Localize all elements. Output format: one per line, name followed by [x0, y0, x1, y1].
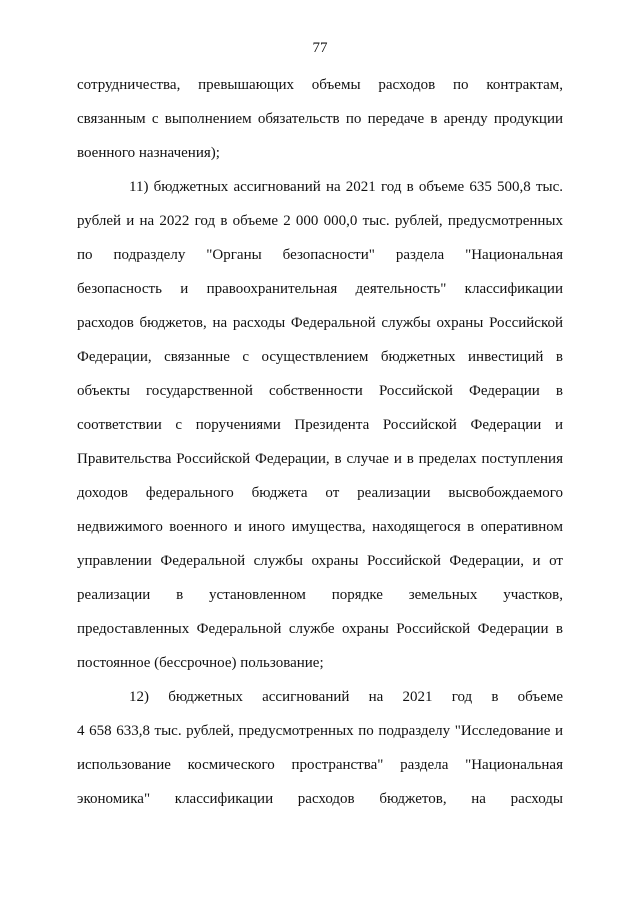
text-line: 12) бюджетных ассигнований на 2021 год в объеме: [129, 689, 563, 705]
paragraph-item-12: [77, 680, 563, 816]
text-line: использование космического пространства" раздела "Национальная: [77, 757, 563, 773]
text-line: предоставленных Федеральной службе охраны Российской Федерации в: [77, 621, 563, 637]
text-line: сотрудничества, превышающих объемы расходов по контрактам,: [77, 77, 563, 93]
text-line: безопасность и правоохранительная деятельность" классификации: [77, 281, 563, 297]
text-line: постоянное (бессрочное) пользование;: [77, 655, 324, 671]
text-line: военного назначения);: [77, 145, 220, 161]
text-line: реализации в установленном порядке земельных участков,: [77, 587, 563, 603]
text-line: связанным с выполнением обязательств по передаче в аренду продукции: [77, 111, 563, 127]
paragraph-continuation: [77, 68, 563, 170]
text-line: недвижимого военного и иного имущества, находящегося в оперативном: [77, 519, 563, 535]
text-line: экономика" классификации расходов бюджетов, на расходы: [77, 791, 563, 807]
text-line: 4 658 633,8 тыс. рублей, предусмотренных по подразделу "Исследование и: [77, 723, 563, 739]
text-line: расходов бюджетов, на расходы Федеральной службы охраны Российской: [77, 315, 563, 331]
text-line: управлении Федеральной службы охраны Российской Федерации, и от: [77, 553, 563, 569]
text-line: 11) бюджетных ассигнований на 2021 год в объеме 635 500,8 тыс.: [129, 179, 563, 195]
text-line: объекты государственной собственности Российской Федерации в: [77, 383, 563, 399]
text-line: рублей и на 2022 год в объеме 2 000 000,0 тыс. рублей, предусмотренных: [77, 213, 563, 229]
text-line: Федерации, связанные с осуществлением бюджетных инвестиций в: [77, 349, 563, 365]
page-number: 77: [312, 40, 328, 56]
paragraph-item-11: [77, 170, 563, 680]
text-line: по подразделу "Органы безопасности" раздела "Национальная: [77, 247, 563, 263]
text-line: Правительства Российской Федерации, в случае и в пределах поступления: [77, 451, 563, 467]
document-body: [77, 68, 563, 816]
text-line: соответствии с поручениями Президента Российской Федерации и: [77, 417, 563, 433]
text-line: доходов федерального бюджета от реализации высвобождаемого: [77, 485, 563, 501]
